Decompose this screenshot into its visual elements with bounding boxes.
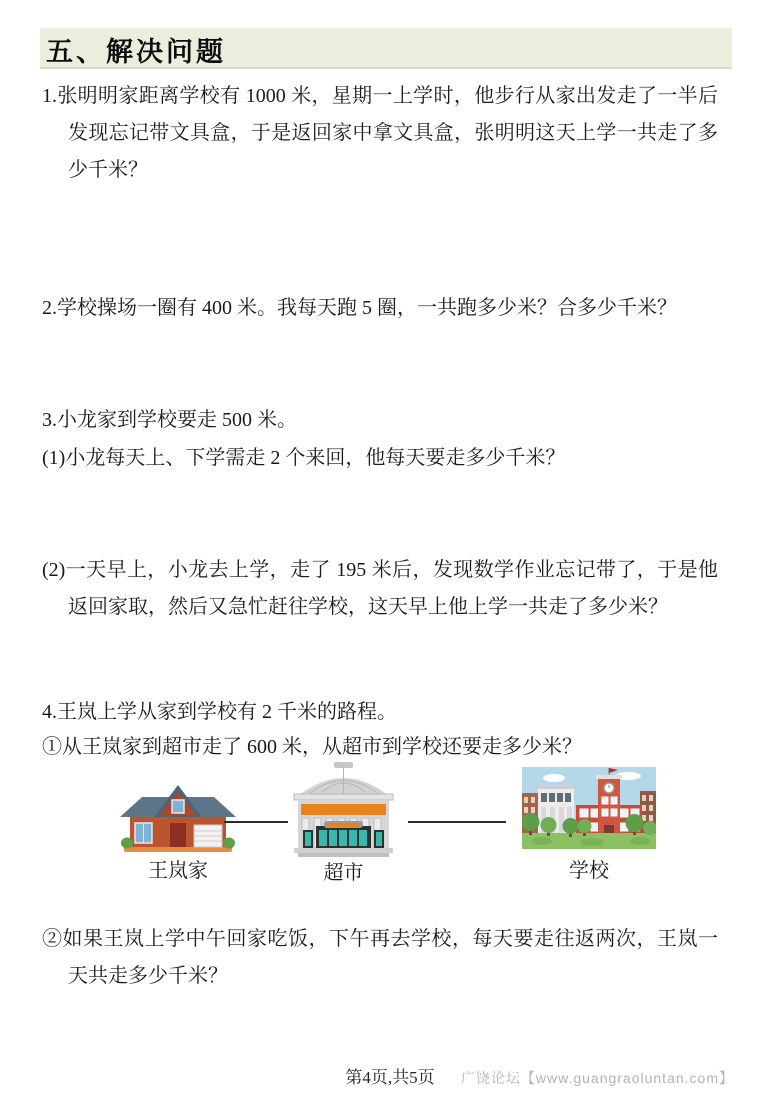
problem-4-question-1: ①从王岚家到超市走了 600 米，从超市到学校还要走多少米？ (42, 736, 582, 758)
flag-icon (609, 768, 618, 773)
supermarket-illustration (286, 760, 401, 857)
label-home: 王岚家 (148, 860, 208, 882)
label-market: 超市 (323, 862, 364, 884)
problem-3-question-2: (2)一天早上，小龙去上学，走了 195 米后，发现数学作业忘记带了，于是他返回家取，然后又急忙赶往学校，这天早上他上学一共走了多少米？ (42, 559, 718, 618)
problem-4-intro: 4.王岚上学从家到学校有 2 千米的路程。 (42, 701, 397, 723)
connector-line-market-school (408, 821, 506, 823)
problem-2: 2.学校操场一圈有 400 米。我每天跑 5 圈，一共跑多少米？合多少千米？ (42, 297, 677, 319)
problem-3-question-1: (1)小龙每天上、下学需走 2 个来回，他每天要走多少千米？ (42, 447, 566, 469)
watermark: 广饶论坛【www.guangraoluntan.com】 (460, 1070, 734, 1086)
house-illustration (118, 773, 238, 853)
problem-4-question-2: ②如果王岚上学中午回家吃饭，下午再去学校，每天要走往返两次，王岚一天共走多少千米？ (42, 928, 718, 987)
problem-3-intro: 3.小龙家到学校要走 500 米。 (42, 409, 297, 431)
section-title-bar (40, 28, 732, 69)
label-school: 学校 (569, 860, 609, 882)
school-illustration (522, 767, 656, 849)
connector-line-home-market (224, 821, 288, 823)
section-title: 五、解决问题 (46, 37, 226, 67)
page-number: 第4页,共5页 (345, 1068, 435, 1087)
problem-1: 1.张明明家距离学校有 1000 米，星期一上学时，他步行从家出发走了一半后发现忘记带文具盒，于是返回家中拿文具盒，张明明这天上学一共走了多少千米？ (42, 85, 718, 181)
